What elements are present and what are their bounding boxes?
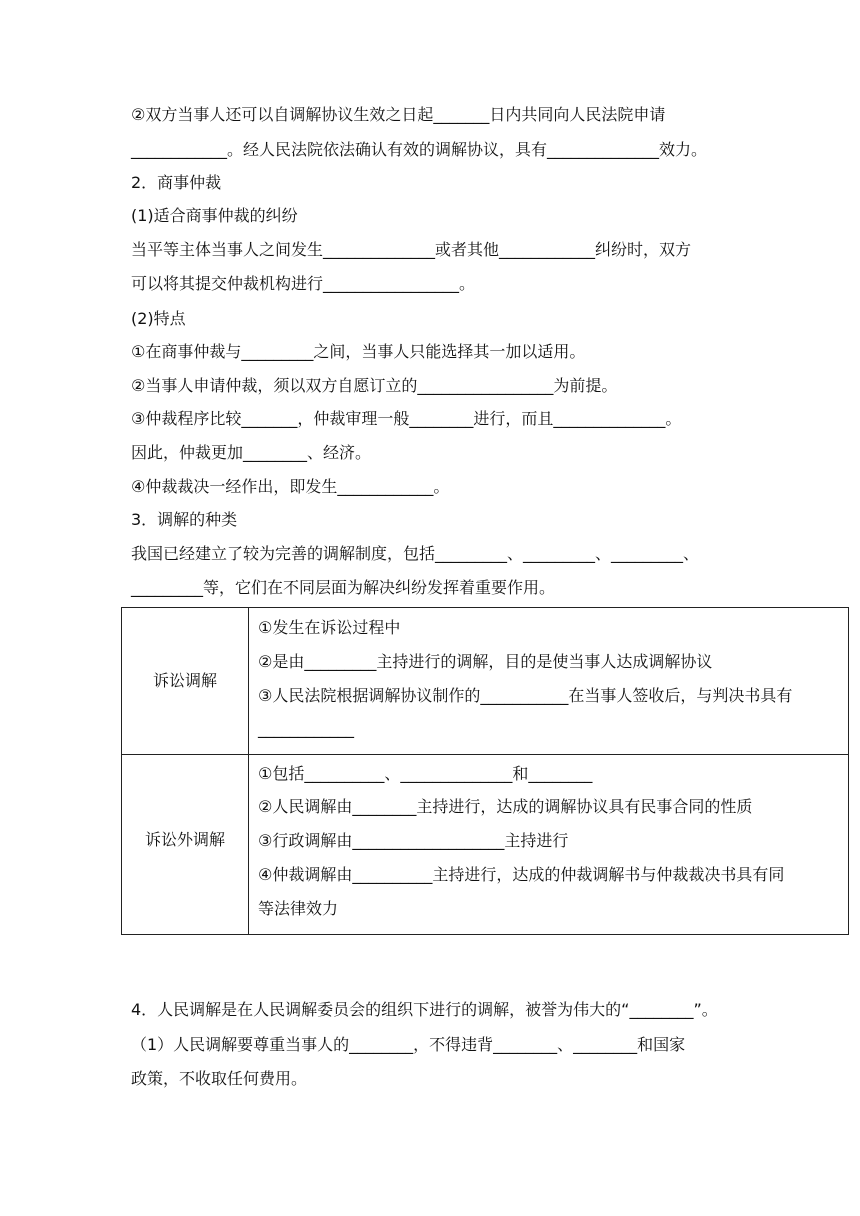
table-row-header: 诉讼调解 (152, 671, 217, 690)
table-row-header: 诉讼外调解 (144, 830, 225, 849)
subsection-heading: (2)特点 (131, 309, 186, 328)
mediation-table (121, 607, 849, 935)
table-cell-line: ①包括__________、______________和________ (258, 764, 593, 783)
text-line: ①在商事仲裁与_________之间，当事人只能选择其一加以适用。 (131, 342, 586, 361)
text-line: （1）人民调解要尊重当事人的________，不得违背________、________和国家 (131, 1035, 686, 1054)
subsection-heading: (1)适合商事仲裁的纠纷 (131, 206, 298, 225)
table-cell-line: ____________ (258, 719, 354, 738)
table-cell-line: ②是由_________主持进行的调解，目的是使当事人达成调解协议 (258, 652, 713, 671)
text-line: ②当事人申请仲裁，须以双方自愿订立的_________________为前提。 (131, 376, 618, 395)
text-line: 可以将其提交仲裁机构进行_________________。 (131, 274, 476, 293)
section-heading: 4．人民调解是在人民调解委员会的组织下进行的调解，被誉为伟大的“________”。 (131, 1000, 718, 1019)
table-divider (248, 608, 249, 934)
text-line: 因此，仲裁更加________、经济。 (131, 443, 372, 462)
text-line: ③仲裁程序比较_______，仲裁审理一般________进行，而且______________。 (131, 409, 682, 428)
text-line: ____________。经人民法院依法确认有效的调解协议，具有______________效力。 (131, 140, 708, 159)
section-heading: 2．商事仲裁 (131, 173, 222, 192)
table-cell-line: ①发生在诉讼过程中 (258, 618, 401, 637)
table-cell-line: ③行政调解由___________________主持进行 (258, 831, 569, 850)
text-line: 当平等主体当事人之间发生______________或者其他____________纠纷时，双方 (131, 240, 692, 259)
text-line: ④仲裁裁决一经作出，即发生____________。 (131, 477, 450, 496)
table-cell-line: 等法律效力 (258, 899, 339, 918)
table-cell-line: ④仲裁调解由__________主持进行，达成的仲裁调解书与仲裁裁决书具有同 (258, 865, 785, 884)
table-cell-line: ③人民法院根据调解协议制作的___________在当事人签收后，与判决书具有 (258, 686, 793, 705)
section-heading: 3．调解的种类 (131, 510, 238, 529)
text-line: _________等，它们在不同层面为解决纠纷发挥着重要作用。 (131, 578, 556, 597)
text-line: 政策，不收取任何费用。 (131, 1069, 308, 1088)
text-line: ②双方当事人还可以自调解协议生效之日起_______日内共同向人民法院申请 (131, 105, 666, 124)
table-cell-line: ②人民调解由________主持进行，达成的调解协议具有民事合同的性质 (258, 797, 753, 816)
table-divider (122, 754, 848, 755)
text-line: 我国已经建立了较为完善的调解制度，包括_________、_________、_________、 (131, 544, 700, 563)
